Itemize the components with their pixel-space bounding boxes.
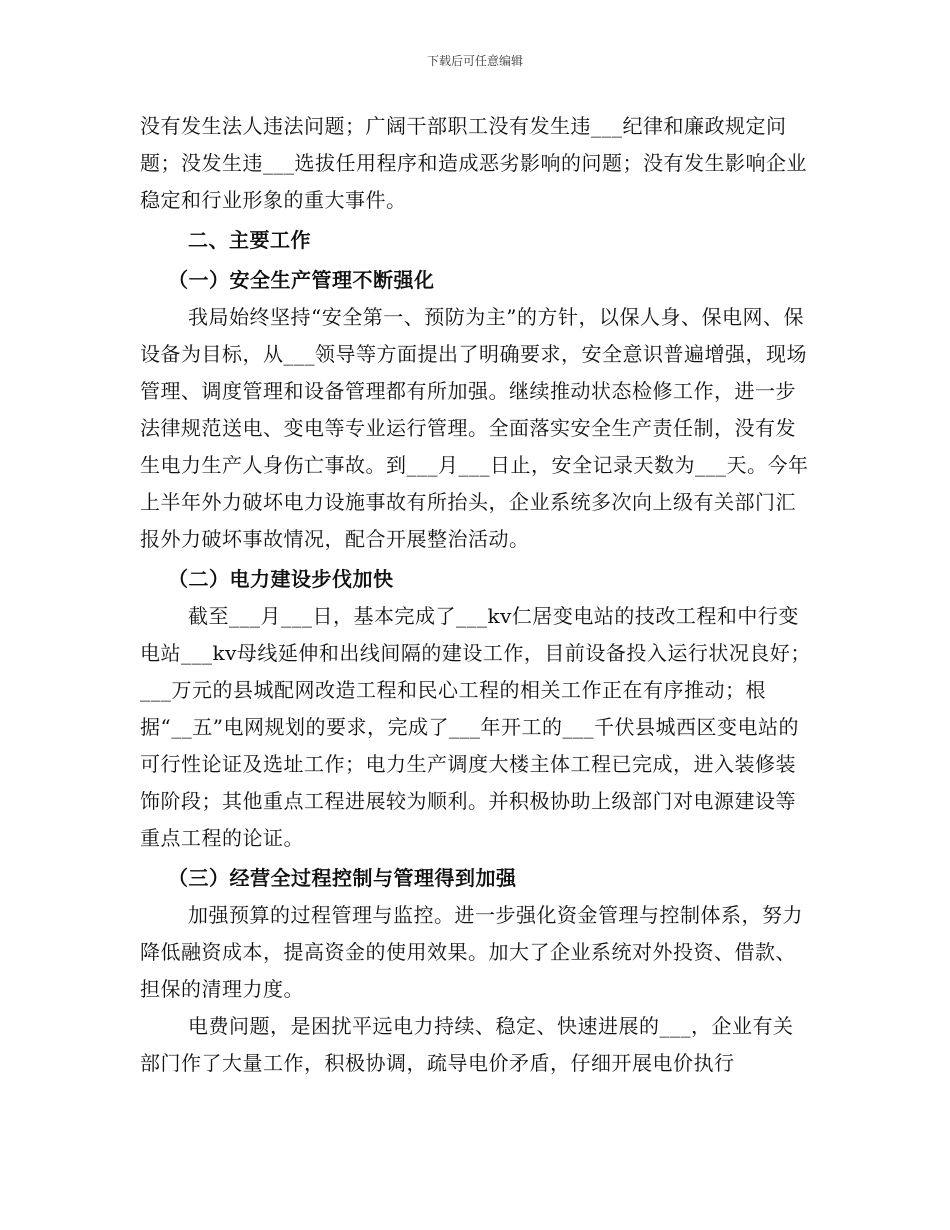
subsection-heading-operations: （三）经营全过程控制与管理得到加强 xyxy=(168,866,517,890)
paragraph-electricity-fee: 电费问题，是困扰平远电力持续、稳定、快速进展的___，企业有关部门作了大量工作，积极协调，疏导电价矛盾，仔细开展电价执行 xyxy=(140,1014,794,1075)
subsection-heading-safety: （一）安全生产管理不断强化 xyxy=(168,268,435,292)
paragraph-intro-continuation: 没有发生法人违法问题；广阔干部职工没有发生违___纪律和廉政规定问题；没发生违___选拔任用程序和造成恶劣影响的问题；没有发生影响企业稳定和行业形象的重大事件。 xyxy=(140,114,807,212)
section-heading-main-work: 二、主要工作 xyxy=(188,228,311,252)
paragraph-construction: 截至___月___日，基本完成了___kv仁居变电站的技改工程和中行变电站___kv母线延伸和出线间隔的建设工作，目前设备投入运行状况良好；___万元的县城配网改造工程和民心工程的相关工作正在有序推动；根据“__五”电网规划的要求，完成了___年开工的___千伏县城西区变电站的可行性论证及选址工作；电力生产调度大楼主体工程已完成，进入装修装饰阶段；其他重点工程进展较为顺利。并积极协助上级部门对电源建设等重点工程的论证。 xyxy=(140,604,811,850)
subsection-heading-construction: （二）电力建设步伐加快 xyxy=(168,567,394,591)
paragraph-safety: 我局始终坚持“安全第一、预防为主”的方针，以保人身、保电网、保设备为目标，从___领导等方面提出了明确要求，安全意识普遍增强，现场管理、调度管理和设备管理都有所加强。继续推动状态检修工作，进一步法律规范送电、变电等专业运行管理。全面落实安全生产责任制，没有发生电力生产人身伤亡事故。到___月___日止，安全记录天数为___天。今年上半年外力破坏电力设施事故有所抬头，企业系统多次向上级有关部门汇报外力破坏事故情况，配合开展整治活动。 xyxy=(140,305,809,551)
document-body xyxy=(140,108,812,1082)
page-header: 下载后可任意编辑 xyxy=(426,54,523,68)
paragraph-budget: 加强预算的过程管理与监控。进一步强化资金管理与控制体系，努力降低融资成本，提高资金的使用效果。加大了企业系统对外投资、借款、担保的清理力度。 xyxy=(140,903,803,1001)
